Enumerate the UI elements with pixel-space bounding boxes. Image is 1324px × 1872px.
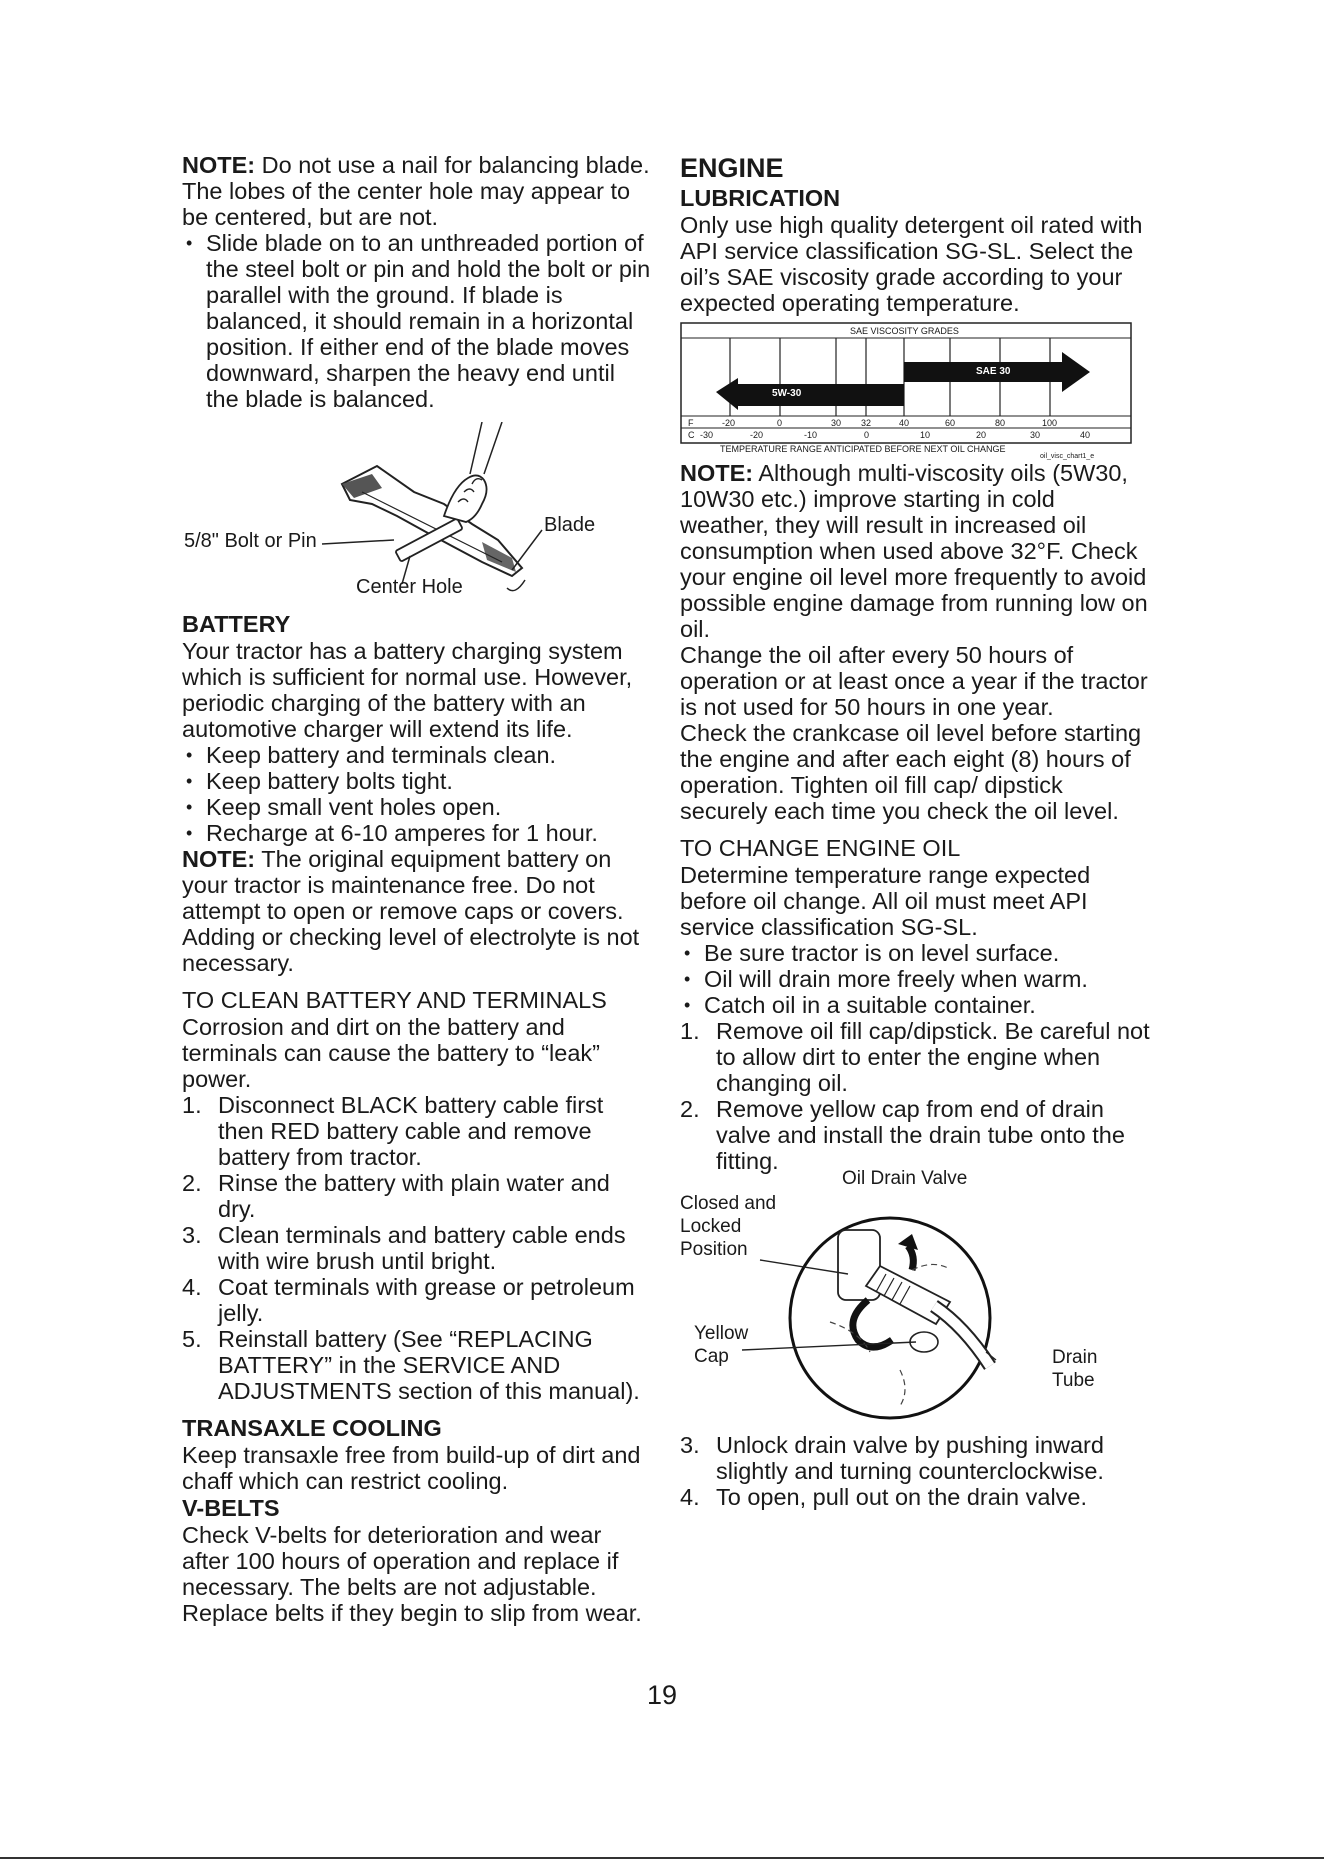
vbelts-text: Check V-belts for deterioration and wear after 100 hours of operation and replace if necessary. The belts are not adjustable. Replace belts if they begin to slip from wear. [182, 1522, 642, 1626]
change-oil-steps [680, 1018, 1150, 1174]
f-tick-label: 60 [945, 418, 956, 428]
left-column [182, 152, 652, 1626]
engine-heading: ENGINE [680, 153, 784, 183]
note-multi-viscosity [680, 460, 1150, 642]
note-balancing [182, 152, 652, 230]
blade-figure [182, 422, 652, 608]
blade-label: Blade [544, 514, 596, 536]
c-axis-label: C [688, 430, 695, 440]
note-label: NOTE: [182, 152, 256, 178]
list-item: • Recharge at 6-10 amperes for 1 hour. [182, 820, 652, 846]
f-tick-label: 80 [995, 418, 1006, 428]
lubrication-heading: LUBRICATION [680, 185, 841, 211]
c-tick-label: 0 [864, 430, 870, 440]
bolt-pin-label: 5/8" Bolt or Pin [184, 530, 317, 552]
list-item: 2. Rinse the battery with plain water and dry. [182, 1170, 610, 1222]
list-item: 3. Clean terminals and battery cable ends with wire brush until bright. [182, 1222, 626, 1274]
list-item: 4. Coat terminals with grease or petroleum jelly. [182, 1274, 635, 1326]
right-column [680, 152, 1150, 1510]
list-item: 2. Remove yellow cap from end of drain valve and install the drain tube onto the fitting. [680, 1096, 1125, 1174]
note-label: NOTE: [182, 846, 256, 872]
center-hole-label: Center Hole [356, 576, 463, 598]
change-oil-text: Determine temperature range expected before oil change. All oil must meet API service classification SG-SL. [680, 862, 1091, 940]
c-tick-label: -30 [700, 430, 714, 440]
list-item: 5. Reinstall battery (See “REPLACING BATTERY” in the SERVICE AND ADJUSTMENTS section of this manual). [182, 1326, 640, 1404]
clean-steps [182, 1092, 652, 1404]
chart-caption: TEMPERATURE RANGE ANTICIPATED BEFORE NEXT OIL CHANGE [720, 444, 1006, 454]
f-tick-label: 32 [861, 418, 872, 428]
note-text: Although multi-viscosity oils (5W30, 10W30 etc.) improve starting in cold weather, they will result in increased oil consumption when used above 32°F. Check your engine oil level more frequently to avoid possible engine damage from running low on oil. [680, 460, 1148, 642]
f-axis-label: F [688, 418, 694, 428]
change-oil-steps-continued [680, 1432, 1150, 1510]
clean-heading: TO CLEAN BATTERY AND TERMINALS [182, 987, 607, 1013]
note-text: Do not use a nail for balancing blade. The lobes of the center hole may appear to be centered, but are not. [182, 152, 650, 230]
change-oil-heading: TO CHANGE ENGINE OIL [680, 835, 961, 861]
chart-title: SAE VISCOSITY GRADES [850, 326, 959, 336]
battery-text: Your tractor has a battery charging system which is sufficient for normal use. However, periodic charging of the battery with an automotive charger will extend its life. [182, 638, 633, 742]
f-tick-label: 30 [831, 418, 842, 428]
list-item: • Keep battery and terminals clean. [182, 742, 652, 768]
yellow-cap-label: Yellow Cap [694, 1323, 749, 1367]
balance-list [182, 230, 652, 412]
c-tick-label: 30 [1030, 430, 1041, 440]
f-tick-label: -20 [722, 418, 736, 428]
closed-locked-label: Closed and Locked Position [680, 1193, 777, 1260]
battery-list [182, 742, 652, 846]
vbelts-heading: V-BELTS [182, 1495, 280, 1521]
battery-heading: BATTERY [182, 611, 291, 637]
list-item: 1. Disconnect BLACK battery cable first then RED battery cable and remove battery from tractor. [182, 1092, 604, 1170]
note-text: The original equipment battery on your tractor is maintenance free. Do not attempt to open or remove caps or covers. Adding or checking level of electrolyte is not necessary. [182, 846, 640, 976]
page-number: 19 [646, 1680, 678, 1710]
note-maintenance [182, 846, 652, 976]
drain-valve-figure [680, 1168, 1150, 1422]
list-item: 1. Remove oil fill cap/dipstick. Be careful not to allow dirt to enter the engine when changing oil. [680, 1018, 1150, 1096]
clean-text: Corrosion and dirt on the battery and terminals can cause the battery to “leak” power. [182, 1014, 600, 1092]
oil-drain-valve-label: Oil Drain Valve [842, 1168, 968, 1189]
list-item: • Catch oil in a suitable container. [680, 992, 1150, 1018]
list-item: • Keep small vent holes open. [182, 794, 652, 820]
chart-code: oil_visc_chart1_e [1040, 453, 1095, 460]
f-tick-label: 40 [899, 418, 910, 428]
list-item: • Be sure tractor is on level surface. [680, 940, 1150, 966]
c-tick-label: 20 [976, 430, 987, 440]
f-tick-label: 100 [1042, 418, 1058, 428]
change-oil-list [680, 940, 1150, 1018]
list-item: • Oil will drain more freely when warm. [680, 966, 1150, 992]
viscosity-chart-graphic [680, 322, 1132, 458]
viscosity-chart [680, 322, 1132, 458]
transaxle-heading: TRANSAXLE COOLING [182, 1415, 442, 1441]
list-item: • Slide blade on to an unthreaded portion of the steel bolt or pin and hold the bolt or pin parallel with the ground. If blade is balanced, it should remain in a horizontal position. If either end of the blade moves downward, sharpen the heavy end until the blade is balanced. [182, 230, 652, 412]
change-interval-text: Change the oil after every 50 hours of operation or at least once a year if the tractor is not used for 50 hours in one year. [680, 642, 1148, 720]
list-item: • Keep battery bolts tight. [182, 768, 652, 794]
bar-5w30-label: 5W-30 [772, 388, 802, 399]
c-tick-label: 10 [920, 430, 931, 440]
c-tick-label: 40 [1080, 430, 1091, 440]
note-label: NOTE: [680, 460, 754, 486]
transaxle-text: Keep transaxle free from build-up of dirt and chaff which can restrict cooling. [182, 1442, 641, 1494]
bar-sae30-label: SAE 30 [976, 366, 1011, 377]
list-item: 4. To open, pull out on the drain valve. [680, 1484, 1088, 1510]
c-tick-label: -20 [750, 430, 764, 440]
lubrication-text: Only use high quality detergent oil rated with API service classification SG-SL. Select the oil’s SAE viscosity grade according to your expected operating temperature. [680, 212, 1143, 316]
page-divider [0, 1857, 1324, 1859]
f-tick-label: 0 [777, 418, 783, 428]
list-item: 3. Unlock drain valve by pushing inward slightly and turning counterclockwise. [680, 1432, 1104, 1484]
c-tick-label: -10 [804, 430, 818, 440]
check-text: Check the crankcase oil level before starting the engine and after each eight (8) hours of operation. Tighten oil fill cap/ dipstick securely each time you check the oil level. [680, 720, 1142, 824]
drain-tube-label: Drain Tube [1052, 1347, 1098, 1391]
